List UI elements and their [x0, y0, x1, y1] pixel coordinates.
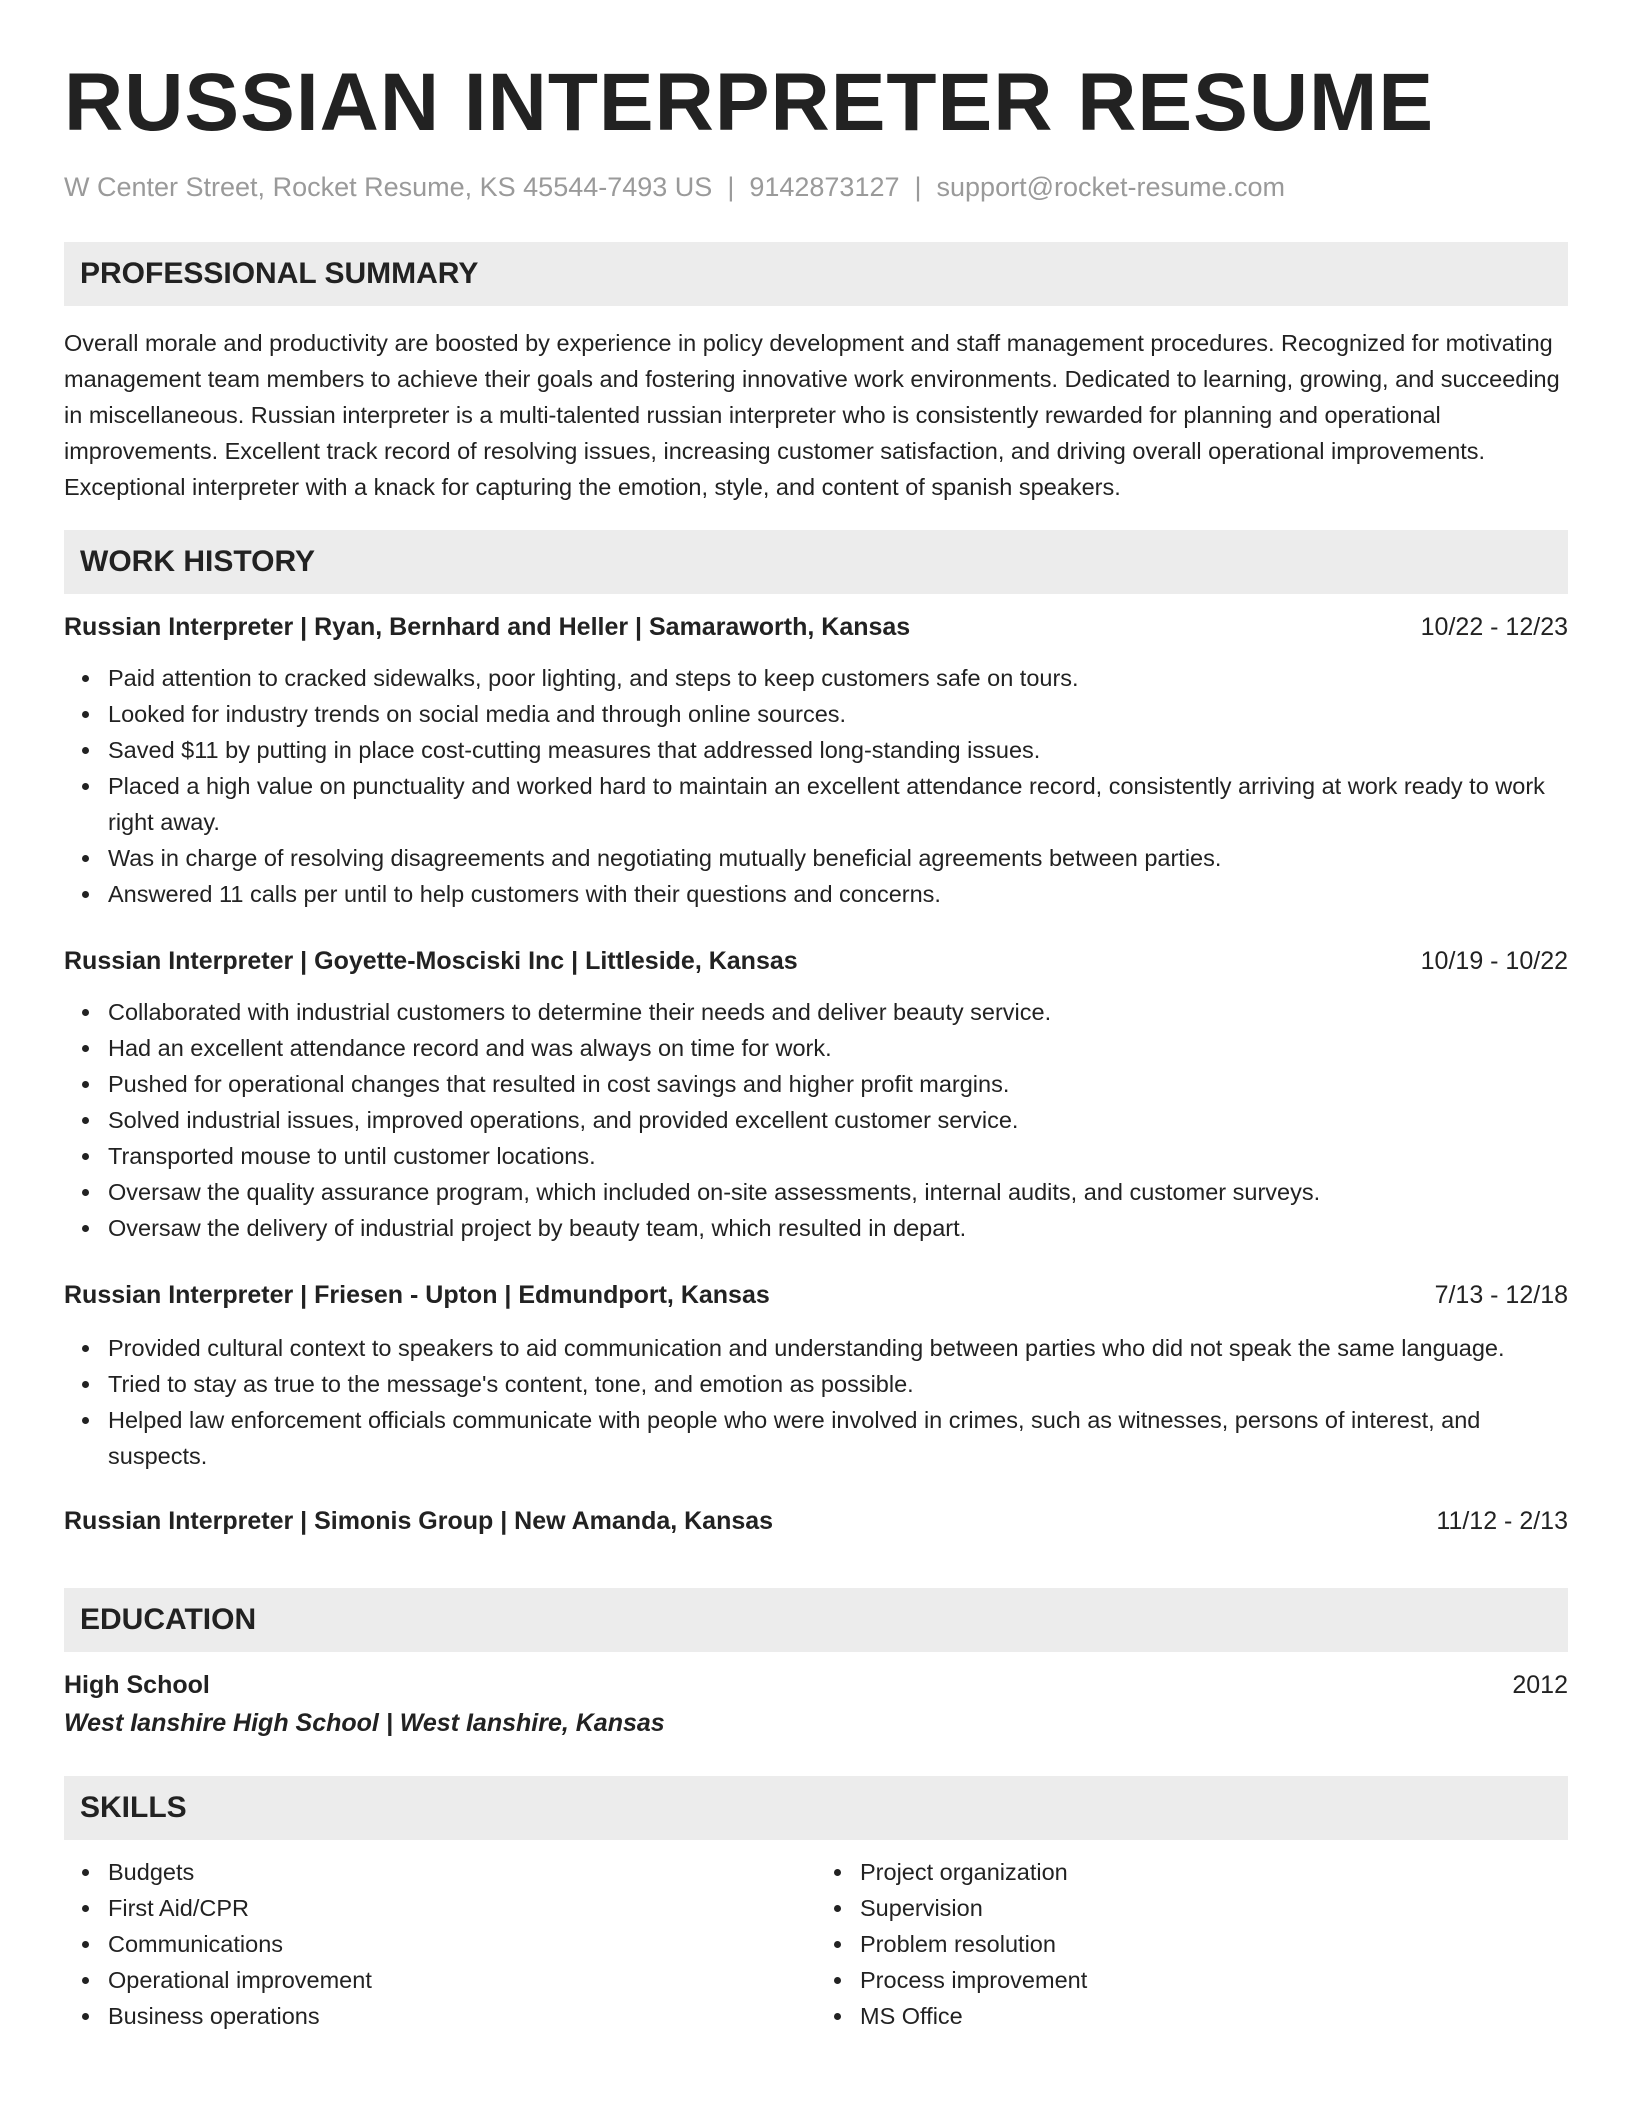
skills-list [64, 1854, 1568, 2034]
contact-email: support@rocket-resume.com [936, 172, 1286, 202]
job-dates: 11/12 - 2/13 [1436, 1507, 1568, 1535]
job-title: Russian Interpreter | Friesen - Upton | Edmundport, Kansas [64, 1281, 770, 1309]
job-bullet: Pushed for operational changes that resulted in cost savings and higher profit margins. [108, 1066, 1568, 1102]
section-heading-education: EDUCATION [64, 1588, 1568, 1652]
skill-item: MS Office [860, 1998, 1568, 2034]
work-history [64, 610, 1568, 1538]
job-bullet: Answered 11 calls per until to help customers with their questions and concerns. [108, 876, 1568, 912]
education-header [64, 1668, 1568, 1702]
job-bullet: Helped law enforcement officials communicate with people who were involved in crimes, such as witnesses, persons of interest, and suspects. [108, 1402, 1568, 1474]
job-entry [64, 610, 1568, 912]
job-header [64, 1504, 1568, 1538]
skill-item: First Aid/CPR [108, 1890, 816, 1926]
job-bullet: Looked for industry trends on social media and through online sources. [108, 696, 1568, 732]
job-bullets [64, 994, 1568, 1246]
skill-item: Project organization [860, 1854, 1568, 1890]
summary-text: Overall morale and productivity are boosted by experience in policy development and staff management procedures. Recognized for motivating management team members to achieve their goals and fostering innovative work environments. Dedicated to learning, growing, and succeeding in miscellaneous. Russian interpreter is a multi-talented russian interpreter who is consistently rewarded for planning and operational improvements. Excellent track record of resolving issues, increasing customer satisfaction, and driving overall operational improvements. Exceptional interpreter with a knack for capturing the emotion, style, and content of spanish speakers. [64, 330, 1560, 500]
skill-item: Problem resolution [860, 1926, 1568, 1962]
section-heading-work-history: WORK HISTORY [64, 530, 1568, 594]
contact-phone: 9142873127 [749, 172, 900, 202]
job-bullet: Tried to stay as true to the message's content, tone, and emotion as possible. [108, 1366, 1568, 1402]
education-entry [64, 1668, 1568, 1740]
contact-line [64, 170, 1568, 204]
job-title: Russian Interpreter | Ryan, Bernhard and Heller | Samaraworth, Kansas [64, 613, 911, 641]
contact-address: W Center Street, Rocket Resume, KS 45544-7493 US [64, 172, 713, 202]
job-bullet: Placed a high value on punctuality and worked hard to maintain an excellent attendance record, consistently arriving at work ready to work right away. [108, 768, 1568, 840]
job-bullet: Transported mouse to until customer locations. [108, 1138, 1568, 1174]
education-school: West Ianshire High School | West Ianshire, Kansas [64, 1709, 665, 1737]
job-dates: 7/13 - 12/18 [1434, 1281, 1568, 1309]
skill-item: Supervision [860, 1890, 1568, 1926]
job-bullet: Collaborated with industrial customers to determine their needs and deliver beauty service. [108, 994, 1568, 1030]
section-heading-summary: PROFESSIONAL SUMMARY [64, 242, 1568, 306]
job-dates: 10/19 - 10/22 [1420, 947, 1568, 975]
skills-column-right [816, 1854, 1568, 2034]
job-bullet: Oversaw the quality assurance program, which included on-site assessments, internal audits, and customer surveys. [108, 1174, 1568, 1210]
resume-title: RUSSIAN INTERPRETER RESUME [64, 57, 1435, 148]
skill-item: Business operations [108, 1998, 816, 2034]
job-bullet: Saved $11 by putting in place cost-cutting measures that addressed long-standing issues. [108, 732, 1568, 768]
job-bullet: Provided cultural context to speakers to aid communication and understanding between parties who did not speak the same language. [108, 1330, 1568, 1366]
job-bullets [64, 660, 1568, 912]
skill-item: Communications [108, 1926, 816, 1962]
resume-page [64, 0, 1568, 2034]
education-year: 2012 [1512, 1671, 1568, 1699]
job-bullet: Paid attention to cracked sidewalks, poor lighting, and steps to keep customers safe on tours. [108, 660, 1568, 696]
section-heading-skills: SKILLS [64, 1776, 1568, 1840]
job-bullet: Solved industrial issues, improved operations, and provided excellent customer service. [108, 1102, 1568, 1138]
job-title: Russian Interpreter | Goyette-Mosciski Inc | Littleside, Kansas [64, 947, 798, 975]
education-degree: High School [64, 1671, 210, 1699]
skills-column-left [64, 1854, 816, 2034]
job-bullets [64, 1330, 1568, 1474]
job-bullet: Was in charge of resolving disagreements and negotiating mutually beneficial agreements between parties. [108, 840, 1568, 876]
job-bullet: Oversaw the delivery of industrial project by beauty team, which resulted in depart. [108, 1210, 1568, 1246]
contact-separator: | [914, 172, 922, 202]
skill-item: Operational improvement [108, 1962, 816, 1998]
job-entry [64, 944, 1568, 1246]
job-title: Russian Interpreter | Simonis Group | New Amanda, Kansas [64, 1507, 774, 1535]
contact-separator: | [727, 172, 735, 202]
job-dates: 10/22 - 12/23 [1420, 613, 1568, 641]
job-entry [64, 1278, 1568, 1474]
skill-item: Budgets [108, 1854, 816, 1890]
skill-item: Process improvement [860, 1962, 1568, 1998]
job-header [64, 944, 1568, 978]
job-header [64, 1278, 1568, 1312]
job-header [64, 610, 1568, 644]
job-entry [64, 1504, 1568, 1538]
job-bullet: Had an excellent attendance record and was always on time for work. [108, 1030, 1568, 1066]
